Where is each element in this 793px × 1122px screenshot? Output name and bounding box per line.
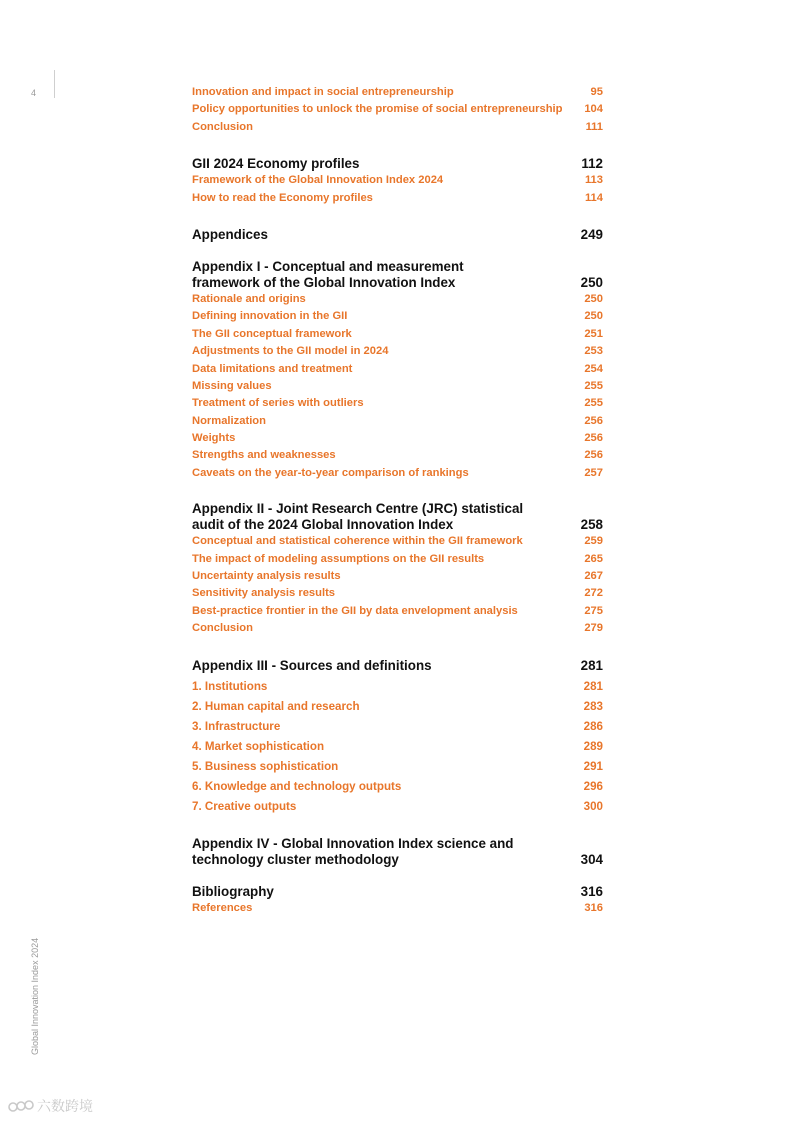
toc-entry-social-impact[interactable]: Innovation and impact in social entrepreneurship 95 (192, 86, 603, 98)
toc-entry-coherence[interactable]: Conceptual and statistical coherence within the GII framework 259 (192, 535, 603, 548)
toc-heading-economy-profiles[interactable]: GII 2024 Economy profiles 112 (192, 156, 603, 172)
toc-entry-infrastructure[interactable]: 3. Infrastructure 286 (192, 719, 603, 733)
toc-heading-appendix-1[interactable]: Appendix I - Conceptual and measurement framework of the Global Innovation Index 250 (192, 258, 603, 290)
side-running-title: Global Innovation Index 2024 (30, 937, 40, 1055)
toc-heading-bibliography[interactable]: Bibliography 316 (192, 883, 603, 899)
toc-entry-appendix-2-conclusion[interactable]: Conclusion 279 (192, 622, 603, 635)
toc-entry-conceptual-framework[interactable]: The GII conceptual framework 251 (192, 327, 603, 340)
page-number: 4 (31, 88, 37, 98)
toc-entry-outliers[interactable]: Treatment of series with outliers 255 (192, 397, 603, 410)
toc-entry-market-sophistication[interactable]: 4. Market sophistication 289 (192, 739, 603, 753)
toc-heading-appendix-2[interactable]: Appendix II - Joint Research Centre (JRC) statistical audit of the 2024 Global Innovation Index 258 (192, 501, 603, 533)
toc-entry-knowledge-outputs[interactable]: 6. Knowledge and technology outputs 296 (192, 779, 603, 793)
toc-heading-appendix-4[interactable]: Appendix IV - Global Innovation Index science and technology cluster methodology 304 (192, 835, 603, 867)
toc-entry-data-limitations[interactable]: Data limitations and treatment 254 (192, 362, 603, 375)
toc-entry-weights[interactable]: Weights 256 (192, 432, 603, 445)
toc-entry-uncertainty[interactable]: Uncertainty analysis results 267 (192, 570, 603, 583)
toc-entry-best-practice[interactable]: Best-practice frontier in the GII by data envelopment analysis 275 (192, 604, 603, 617)
toc-entry-caveats[interactable]: Caveats on the year-to-year comparison of rankings 257 (192, 466, 603, 479)
toc-entry-modeling-assumptions[interactable]: The impact of modeling assumptions on the GII results 265 (192, 552, 603, 565)
toc-entry-sensitivity[interactable]: Sensitivity analysis results 272 (192, 587, 603, 600)
toc-entry-human-capital[interactable]: 2. Human capital and research 283 (192, 699, 603, 713)
margin-rule (54, 70, 55, 98)
toc-heading-appendix-3[interactable]: Appendix III - Sources and definitions 281 (192, 657, 603, 673)
watermark-text: 六数跨境 (37, 1098, 93, 1114)
toc-entry-defining-innovation[interactable]: Defining innovation in the GII 250 (192, 310, 603, 323)
toc-entry-normalization[interactable]: Normalization 256 (192, 414, 603, 427)
toc-entry-business-sophistication[interactable]: 5. Business sophistication 291 (192, 759, 603, 773)
toc-entry-creative-outputs[interactable]: 7. Creative outputs 300 (192, 799, 603, 813)
toc-entry-rationale[interactable]: Rationale and origins 250 (192, 292, 603, 305)
lingo-logo-icon (8, 1099, 34, 1113)
toc-heading-appendices[interactable]: Appendices 249 (192, 226, 603, 242)
toc-entry-policy-opportunities[interactable]: Policy opportunities to unlock the promise of social entrepreneurship 104 (192, 103, 603, 116)
toc-entry-references[interactable]: References 316 (192, 901, 603, 914)
toc-entry-adjustments[interactable]: Adjustments to the GII model in 2024 253 (192, 345, 603, 358)
toc-entry-missing-values[interactable]: Missing values 255 (192, 379, 603, 392)
watermark (8, 1096, 93, 1116)
toc-entry-conclusion[interactable]: Conclusion 111 (192, 120, 603, 133)
toc-entry-institutions[interactable]: 1. Institutions 281 (192, 679, 603, 693)
toc-entry-how-to-read[interactable]: How to read the Economy profiles 114 (192, 191, 603, 204)
toc-entry-framework[interactable]: Framework of the Global Innovation Index 2024 113 (192, 174, 603, 187)
table-of-contents (192, 84, 603, 917)
toc-entry-strengths[interactable]: Strengths and weaknesses 256 (192, 449, 603, 462)
